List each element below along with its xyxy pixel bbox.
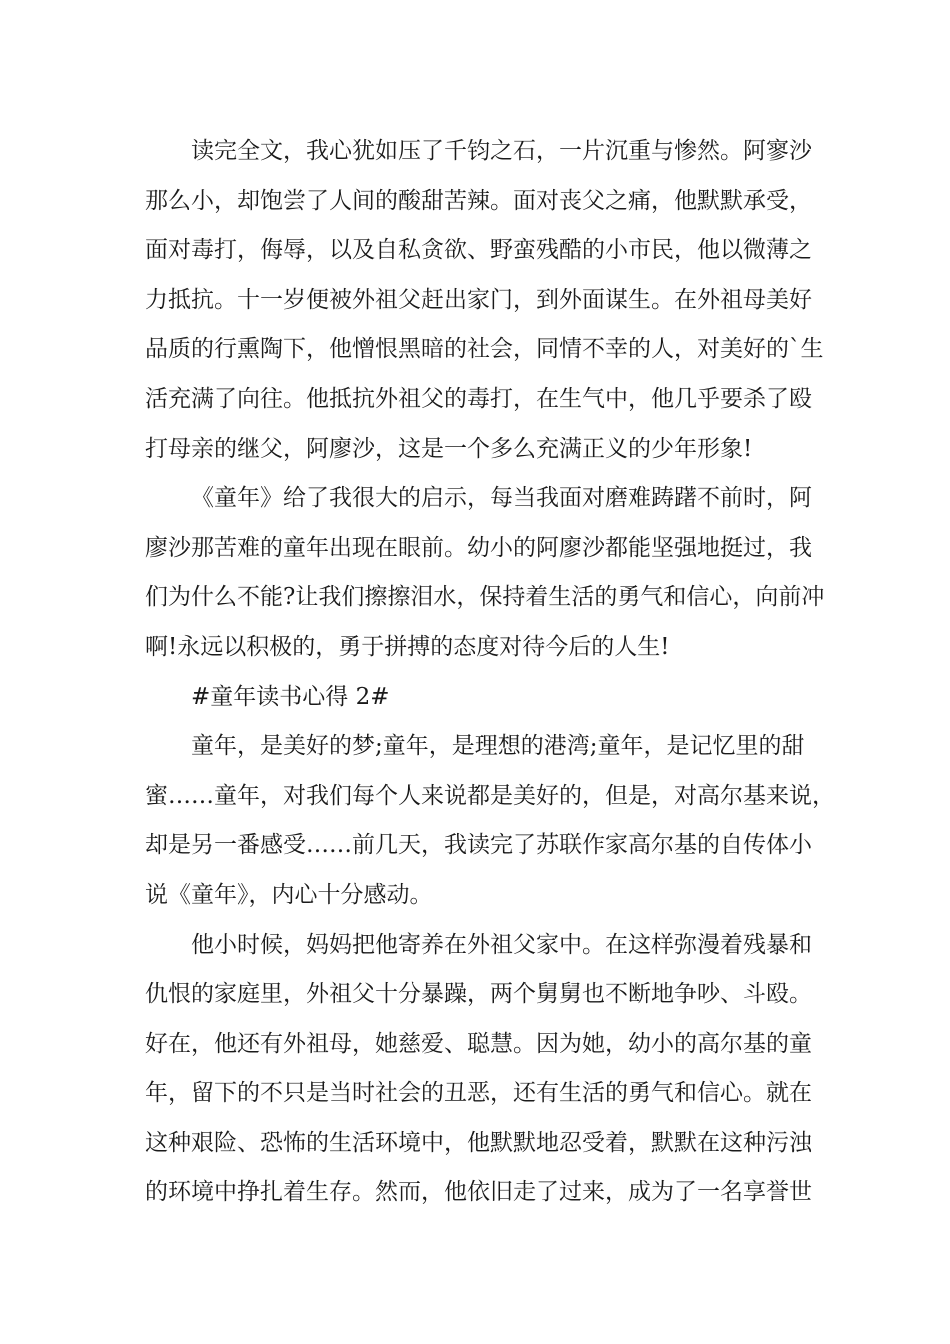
document-body [145,127,835,1218]
section-heading-text: #童年读书心得 2# [191,683,390,710]
text-line: 却是另一番感受……前几天，我读完了苏联作家高尔基的自传体小 [145,832,812,859]
paragraph-1 [145,127,825,474]
text-line: 的环境中挣扎着生存。然而，他依旧走了过来，成为了一名享誉世 [145,1179,812,1206]
text-line: 蜜……童年，对我们每个人来说都是美好的，但是，对高尔基来说， [145,782,835,809]
text-line: 打母亲的继父，阿廖沙，这是一个多么充满正义的少年形象! [145,435,753,462]
text-line: 们为什么不能?让我们擦擦泪水，保持着生活的勇气和信心，向前冲 [145,584,825,611]
text-line: 好在，他还有外祖母，她慈爱、聪慧。因为她，幼小的高尔基的童 [145,1030,812,1057]
section-heading [145,673,825,723]
paragraph-3 [145,722,835,920]
text-line: 他小时候，妈妈把他寄养在外祖父家中。在这样弥漫着残暴和 [191,931,812,958]
text-line: 活充满了向往。他抵抗外祖父的毒打，在生气中，他几乎要杀了殴 [145,385,812,412]
text-line: 《童年》给了我很大的启示，每当我面对磨难踌躇不前时，阿 [191,485,812,512]
text-line: 力抵抗。十一岁便被外祖父赶出家门，到外面谋生。在外祖母美好 [145,286,812,313]
text-line: 啊!永远以积极的，勇于拼搏的态度对待今后的人生! [145,633,670,660]
text-line: 读完全文，我心犹如压了千钧之石，一片沉重与惨然。阿寥沙 [191,138,812,164]
text-line: 说《童年》，内心十分感动。 [145,881,433,908]
text-line: 仇恨的家庭里，外祖父十分暴躁，两个舅舅也不断地争吵、斗殴。 [145,981,812,1008]
text-line: 年，留下的不只是当时社会的丑恶，还有生活的勇气和信心。就在 [145,1080,812,1107]
text-line: 这种艰险、恐怖的生活环境中，他默默地忍受着，默默在这种污浊 [145,1129,812,1156]
text-line: 品质的行熏陶下，他憎恨黑暗的社会，同情不幸的人，对美好的`生 [145,336,824,363]
paragraph-2 [145,474,825,672]
text-line: 廖沙那苦难的童年出现在眼前。幼小的阿廖沙都能坚强地挺过，我 [145,534,812,561]
text-line: 面对毒打，侮辱，以及自私贪欲、野蛮残酷的小市民，他以微薄之 [145,237,812,264]
text-line: 童年，是美好的梦;童年，是理想的港湾;童年，是记忆里的甜 [191,733,805,760]
paragraph-4 [145,921,825,1219]
text-line: 那么小，却饱尝了人间的酸甜苦辣。面对丧父之痛，他默默承受， [145,187,812,214]
